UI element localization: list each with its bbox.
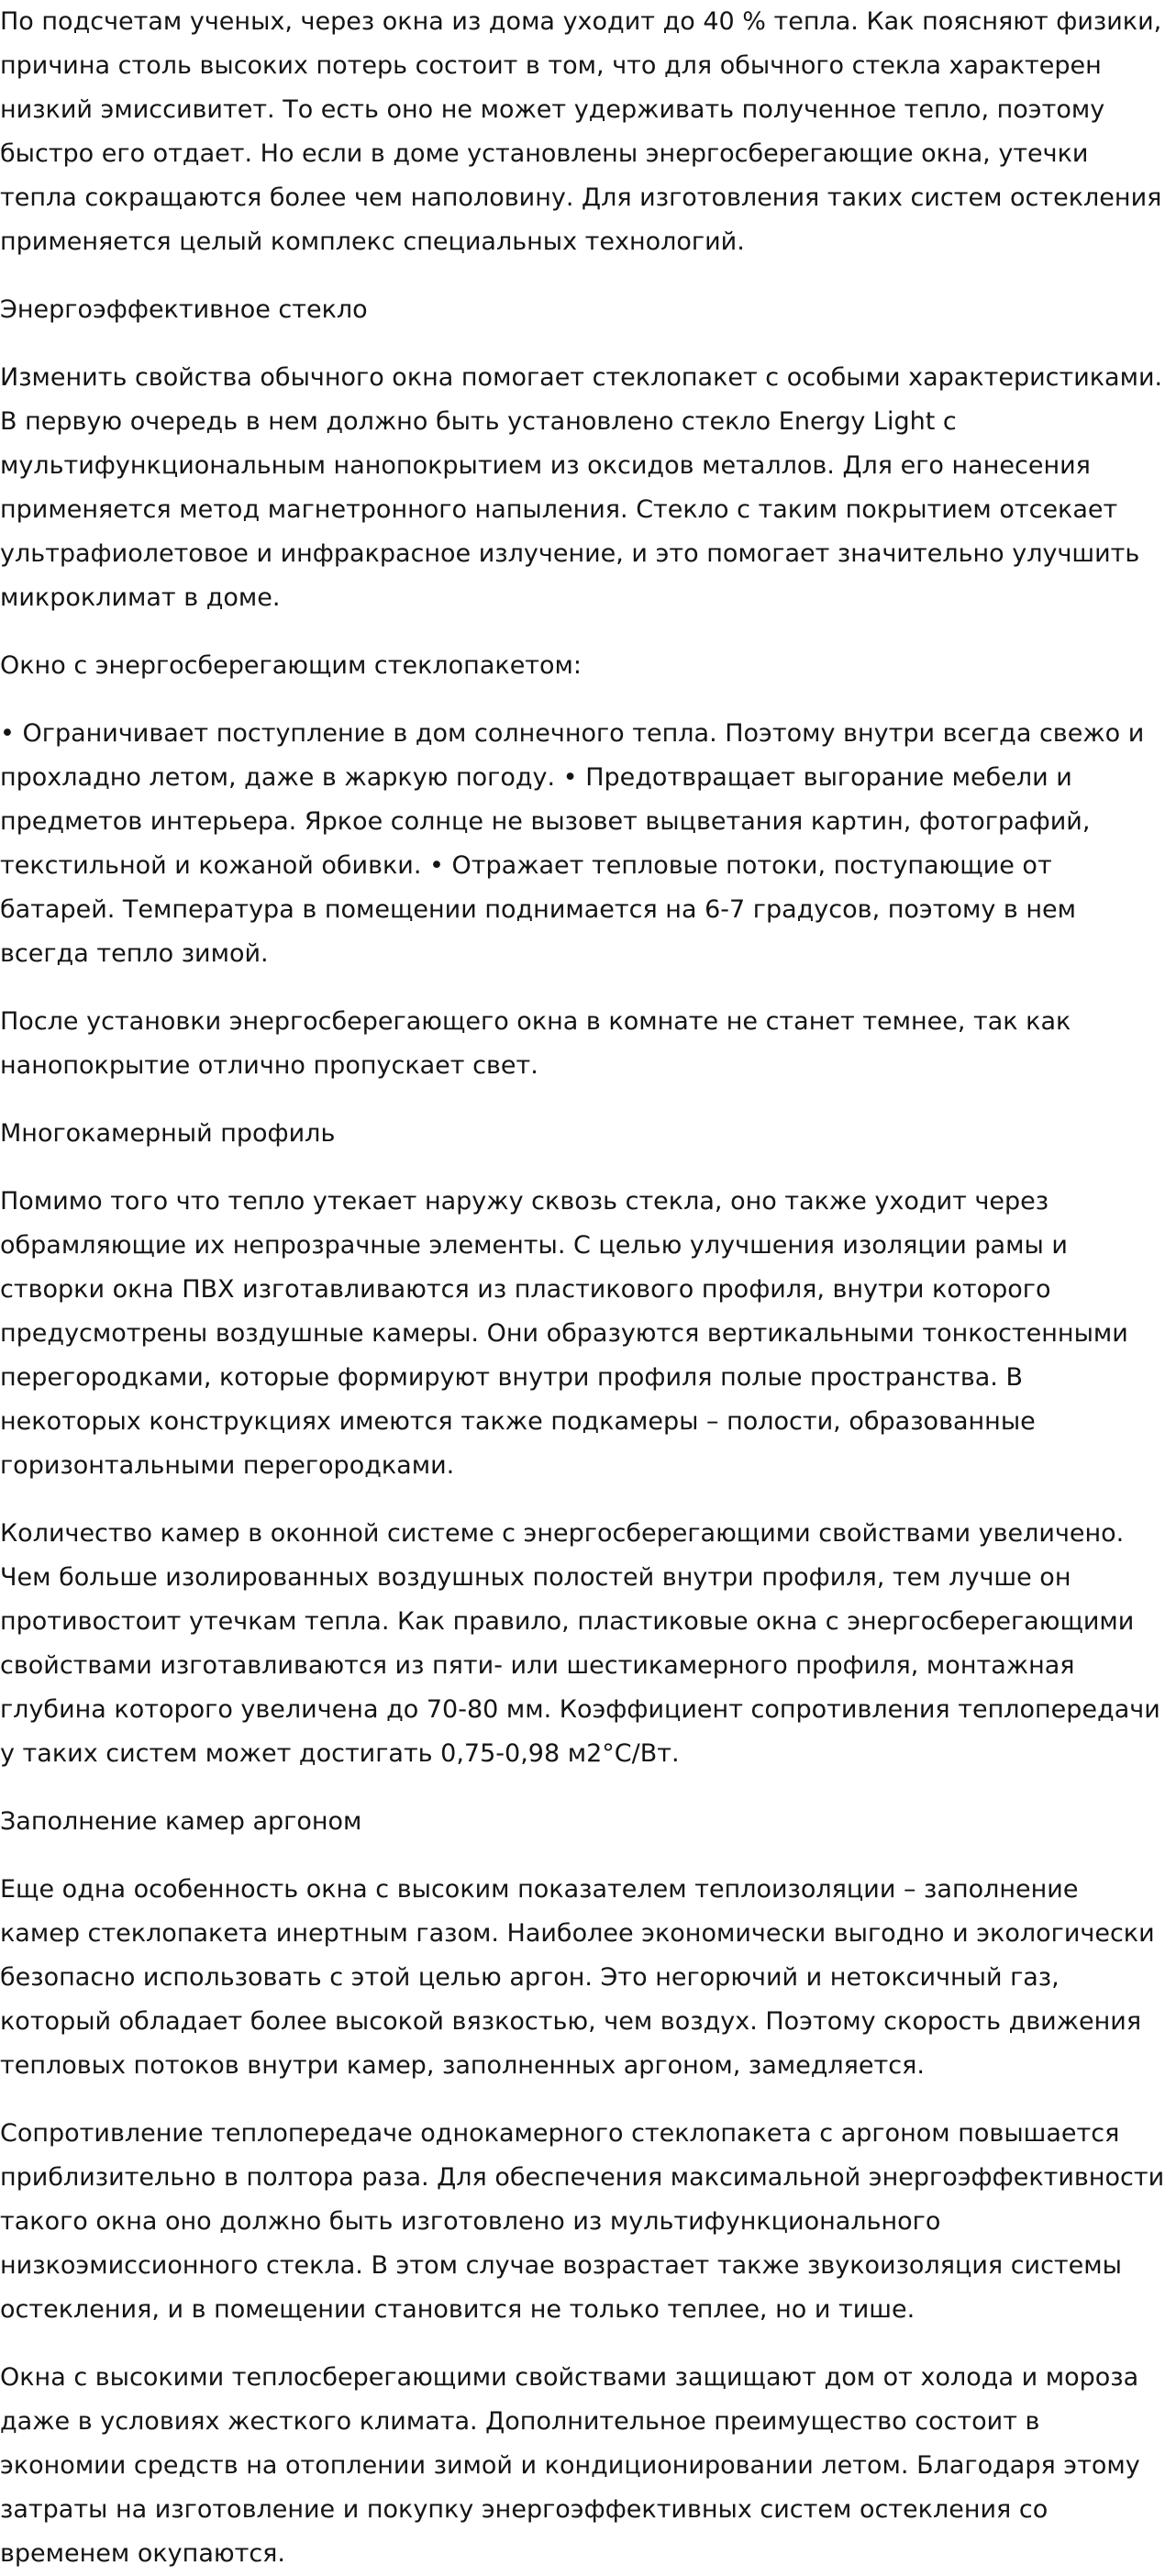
energy-glass-paragraph: Изменить свойства обычного окна помогает стеклопакет с особыми характеристиками. В первую очередь в нем должно быть установлено стекло Energy Light с мультифункциональным нанопокрытием из оксидов металлов. Для его нанесения применяется метод магнетронного напыления. Стекло с таким покрытием отсекает ультрафиолетовое и инфракрасное излучение, и это помогает значительно улучшить микроклимат в доме. [0,363,1163,612]
window-features-list: • Ограничивает поступление в дом солнечного тепла. Поэтому внутри всегда свежо и прохладно летом, даже в жаркую погоду. • Предотвращает выгорание мебели и предметов интерьера. Яркое солнце не вызовет выцветания картин, фотографий, текстильной и кожаной обивки. • Отражает тепловые потоки, поступающие от батарей. Температура в помещении поднимается на 6-7 градусов, поэтому в нем всегда тепло зимой. [0,719,1145,968]
window-features-lead: Окно с энергосберегающим стеклопакетом: [0,651,582,680]
intro-paragraph: По подсчетам ученых, через окна из дома уходит до 40 % тепла. Как поясняют физики, причина столь высоких потерь состоит в том, что для обычного стекла характерен низкий эмиссивитет. То есть оно не может удерживать полученное тепло, поэтому быстро его отдает. Но если в доме установлены энергосберегающие окна, утечки тепла сокращаются более чем наполовину. Для изготовления таких систем остекления применяется целый комплекс специальных технологий. [0,7,1162,256]
section-heading-argon-filling: Заполнение камер аргоном [0,1807,362,1836]
profile-paragraph-2: Количество камер в оконной системе с энергосберегающими свойствами увеличено. Чем больше изолированных воздушных полостей внутри профиля, тем лучше он противостоит утечкам тепла. Как правило, пластиковые окна с энергосберегающими свойствами изготавливаются из пяти- или шестикамерного профиля, монтажная глубина которого увеличена до 70-80 мм. Коэффициент сопротивления теплопередачи у таких систем может достигать 0,75-0,98 м2°С/Вт. [0,1519,1160,1768]
section-heading-energy-glass: Энергоэффективное стекло [0,295,368,324]
conclusion-paragraph: Окна с высокими теплосберегающими свойствами защищают дом от холода и мороза даже в условиях жесткого климата. Дополнительное преимущество состоит в экономии средств на отоплении зимой и кондиционировании летом. Благодаря этому затраты на изготовление и покупку энергоэффективных систем остекления со временем окупаются. [0,2363,1140,2568]
profile-paragraph-1: Помимо того что тепло утекает наружу сквозь стекла, оно также уходит через обрамляющие их непрозрачные элементы. С целью улучшения изоляции рамы и створки окна ПВХ изготавливаются из пластикового профиля, внутри которого предусмотрены воздушные камеры. Они образуются вертикальными тонкостенными перегородками, которые формируют внутри профиля полые пространства. В некоторых конструкциях имеются также подкамеры – полости, образованные горизонтальными перегородками. [0,1187,1128,1480]
argon-paragraph-2: Сопротивление теплопередаче однокамерного стеклопакета с аргоном повышается приблизительно в полтора раза. Для обеспечения максимальной энергоэффективности такого окна оно должно быть изготовлено из мультифункционального низкоэмиссионного стекла. В этом случае возрастает также звукоизоляция системы остекления, и в помещении становится не только теплее, но и тише. [0,2119,1165,2324]
argon-paragraph-1: Еще одна особенность окна с высоким показателем теплоизоляции – заполнение камер стеклопакета инертным газом. Наиболее экономически выгодно и экологически безопасно использовать с этой целью аргон. Это негорючий и нетоксичный газ, который обладает более высокой вязкостью, чем воздух. Поэтому скорость движения тепловых потоков внутри камер, заполненных аргоном, замедляется. [0,1875,1155,2080]
section-heading-multichamber-profile: Многокамерный профиль [0,1119,336,1148]
light-transmission-paragraph: После установки энергосберегающего окна в комнате не станет темнее, так как нанопокрытие отлично пропускает свет. [0,1007,1071,1080]
